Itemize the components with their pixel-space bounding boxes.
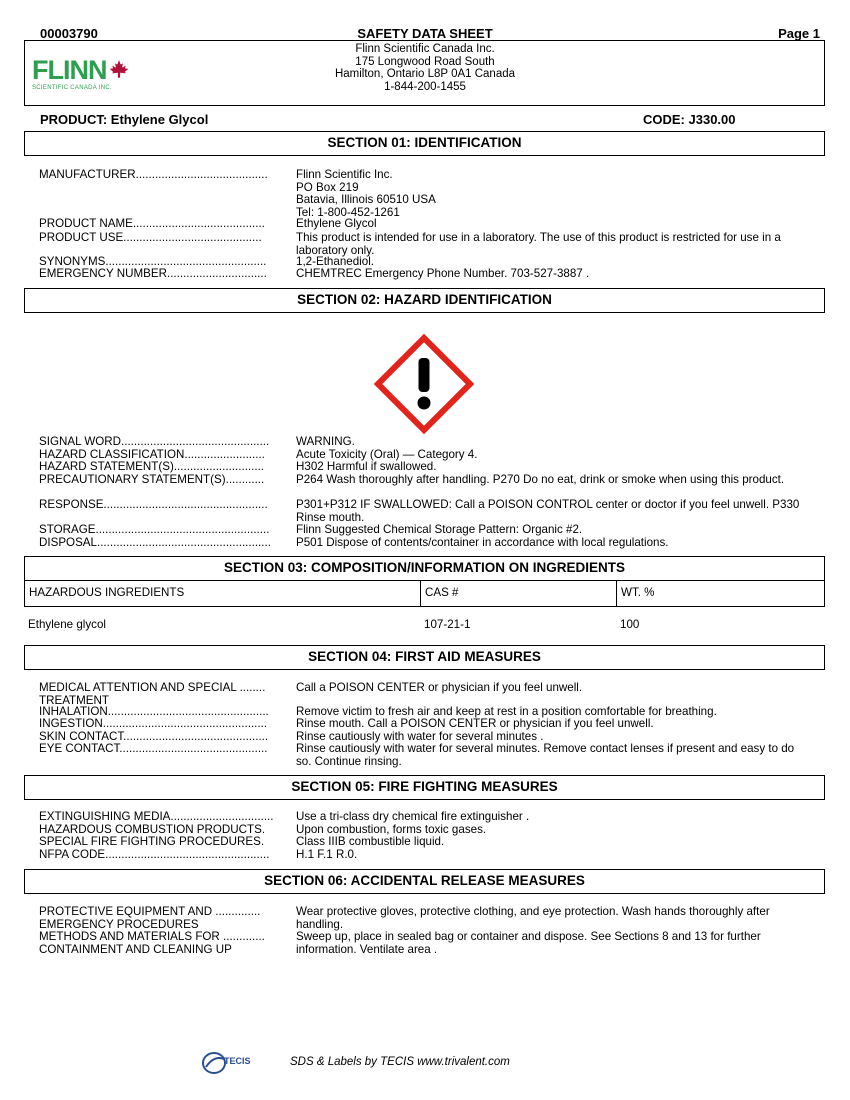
field-value: P264 Wash thoroughly after handling. P270 Do no eat, drink or smoke when using this product. xyxy=(296,473,785,486)
column-header-cas: CAS # xyxy=(425,586,459,599)
address-line: 1-844-200-1455 xyxy=(384,80,466,93)
field-label: NFPA CODE................................................... xyxy=(39,849,270,861)
field-label: PRODUCT USE........................................... xyxy=(39,232,262,244)
page-number: Page 1 xyxy=(778,26,820,41)
column-header-ingredients: HAZARDOUS INGREDIENTS xyxy=(29,586,185,599)
column-divider xyxy=(616,581,617,606)
field-value: P301+P312 IF SWALLOWED: Call a POISON CONTROL center or doctor if you feel unwell. P330 Rinse mouth. xyxy=(296,498,800,524)
product-label: PRODUCT: Ethylene Glycol xyxy=(40,112,209,127)
section-01-header: SECTION 01: IDENTIFICATION xyxy=(24,131,825,156)
field-label: METHODS AND MATERIALS FOR ............. CONTAINMENT AND CLEANING UP xyxy=(39,931,265,956)
document-title: SAFETY DATA SHEET xyxy=(357,26,493,41)
exclamation-mark-hazard-icon xyxy=(374,334,474,434)
field-value: Rinse cautiously with water for several minutes. Remove contact lenses if present and easy to do so. Continue rinsing. xyxy=(296,742,795,768)
section-02-header: SECTION 02: HAZARD IDENTIFICATION xyxy=(24,288,825,313)
code-label: CODE: J330.00 xyxy=(643,112,736,127)
field-value: Wear protective gloves, protective clothing, and eye protection. Wash hands thoroughly after handling. xyxy=(296,905,770,931)
field-label: SYNONYMS.................................................. xyxy=(39,256,267,268)
field-value: Ethylene Glycol xyxy=(296,217,377,230)
field-label: HAZARD STATEMENT(S)............................ xyxy=(39,461,265,473)
logo-wordmark: FLINN xyxy=(32,55,107,85)
field-value: Use a tri-class dry chemical fire extinguisher . xyxy=(296,810,530,823)
tecis-logo-icon xyxy=(200,1050,260,1076)
footer-text: SDS & Labels by TECIS www.trivalent.com xyxy=(290,1056,510,1068)
field-label: EYE CONTACT.............................................. xyxy=(39,743,268,755)
field-label: HAZARDOUS COMBUSTION PRODUCTS. xyxy=(39,824,266,836)
field-label: DISPOSAL...................................................... xyxy=(39,537,271,549)
tecis-logo-text: TECIS xyxy=(224,1056,251,1066)
field-value: Class IIIB combustible liquid. xyxy=(296,835,445,848)
field-value: H.1 F.1 R.0. xyxy=(296,848,358,861)
logo-subtitle: SCIENTIFIC CANADA INC. xyxy=(32,85,112,91)
document-number: 00003790 xyxy=(40,26,98,41)
address-line: 175 Longwood Road South xyxy=(355,55,495,68)
field-label: EXTINGUISHING MEDIA................................ xyxy=(39,811,274,823)
field-label: MEDICAL ATTENTION AND SPECIAL ........ TREATMENT xyxy=(39,682,266,707)
field-label: SKIN CONTACT............................................. xyxy=(39,731,269,743)
column-divider xyxy=(420,581,421,606)
field-label: PROTECTIVE EQUIPMENT AND .............. EMERGENCY PROCEDURES xyxy=(39,906,261,931)
address-line: Flinn Scientific Canada Inc. xyxy=(355,43,495,55)
field-label: INGESTION................................................... xyxy=(39,718,268,730)
field-value: WARNING. xyxy=(296,435,355,448)
field-value: 1,2-Ethanediol. xyxy=(296,255,374,268)
field-value: Flinn Scientific Inc. PO Box 219 Batavia, Illinois 60510 USA Tel: 1-800-452-1261 xyxy=(296,168,436,219)
section-03-header: SECTION 03: COMPOSITION/INFORMATION ON INGREDIENTS xyxy=(24,556,825,581)
ingredient-cas-cell: 107-21-1 xyxy=(424,618,471,631)
section-04-header: SECTION 04: FIRST AID MEASURES xyxy=(24,645,825,670)
field-value: P501 Dispose of contents/container in accordance with local regulations. xyxy=(296,536,669,549)
company-address xyxy=(0,43,850,93)
ingredients-table-header xyxy=(24,581,825,607)
field-value: H302 Harmful if swallowed. xyxy=(296,460,437,473)
field-label: PRECAUTIONARY STATEMENT(S)............ xyxy=(39,474,265,486)
field-value: Rinse mouth. Call a POISON CENTER or physician if you feel unwell. xyxy=(296,717,654,730)
ingredient-wt-cell: 100 xyxy=(620,618,640,631)
field-value: CHEMTREC Emergency Phone Number. 703-527-3887 . xyxy=(296,267,590,280)
field-label: STORAGE...................................................... xyxy=(39,524,270,536)
field-label: EMERGENCY NUMBER............................... xyxy=(39,268,267,280)
column-header-wt: WT. % xyxy=(621,586,655,599)
field-label: RESPONSE................................................... xyxy=(39,499,268,511)
field-label: INHALATION.................................................. xyxy=(39,706,269,718)
ingredient-name-cell: Ethylene glycol xyxy=(28,618,106,631)
section-05-header: SECTION 05: FIRE FIGHTING MEASURES xyxy=(24,775,825,800)
field-value: Remove victim to fresh air and keep at rest in a position comfortable for breathing. xyxy=(296,705,717,718)
section-06-header: SECTION 06: ACCIDENTAL RELEASE MEASURES xyxy=(24,869,825,894)
field-value: Acute Toxicity (Oral) — Category 4. xyxy=(296,448,478,461)
field-label: SIGNAL WORD.............................................. xyxy=(39,436,270,448)
field-value: Call a POISON CENTER or physician if you feel unwell. xyxy=(296,681,583,694)
field-label: MANUFACTURER......................................... xyxy=(39,169,268,181)
field-value: Sweep up, place in sealed bag or container and dispose. See Sections 8 and 13 for further information. Ventilate area . xyxy=(296,930,761,956)
field-label: HAZARD CLASSIFICATION......................... xyxy=(39,449,265,461)
field-label: PRODUCT NAME......................................... xyxy=(39,218,265,230)
address-line: Hamilton, Ontario L8P 0A1 Canada xyxy=(334,68,516,81)
field-value: This product is intended for use in a laboratory. The use of this product is restricted for use in a laboratory only. xyxy=(296,231,781,257)
field-value: Rinse cautiously with water for several minutes . xyxy=(296,730,544,743)
field-value: Flinn Suggested Chemical Storage Pattern: Organic #2. xyxy=(296,523,583,536)
field-label: SPECIAL FIRE FIGHTING PROCEDURES. xyxy=(39,836,265,848)
field-value: Upon combustion, forms toxic gases. xyxy=(296,823,487,836)
